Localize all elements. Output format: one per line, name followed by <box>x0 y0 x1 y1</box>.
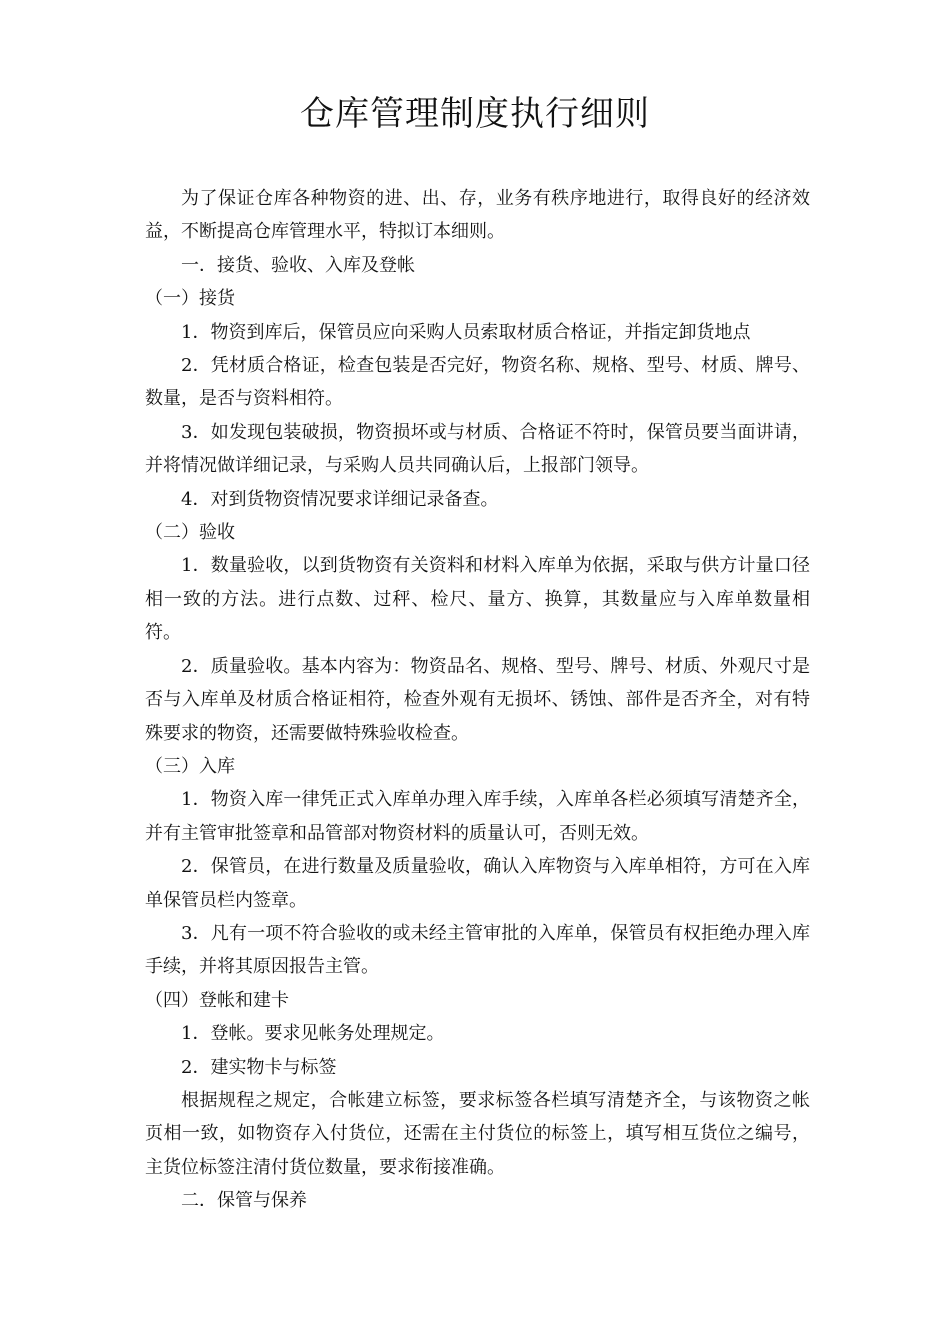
subsection-heading: （三）入库 <box>145 755 235 777</box>
paragraph: 4．对到货物资情况要求详细记录备查。 <box>181 488 499 510</box>
paragraph: 1．物资到库后，保管员应向采购人员索取材质合格证，并指定卸货地点 <box>181 321 751 343</box>
paragraph: 3．如发现包装破损，物资损坏或与材质、合格证不符时，保管员要当面讲请，并将情况做详细记录，与采购人员共同确认后，上报部门领导。 <box>145 421 810 477</box>
paragraph: 1．登帐。要求见帐务处理规定。 <box>181 1023 445 1045</box>
subsection-heading: （一）接货 <box>145 288 235 310</box>
paragraph: 根据规程之规定，合帐建立标签，要求标签各栏填写清楚齐全，与该物资之帐页相一致，如物资存入付货位，还需在主付货位的标签上，填写相互货位之编号，主货位标签注清付货位数量，要求衔接准确。 <box>145 1089 810 1178</box>
section-heading: 一．接货、验收、入库及登帐 <box>181 254 415 276</box>
paragraph: 1．物资入库一律凭正式入库单办理入库手续，入库单各栏必须填写清楚齐全，并有主管审批签章和品管部对物资材料的质量认可，否则无效。 <box>145 789 810 844</box>
document-body <box>145 182 810 1218</box>
paragraph: 1．数量验收，以到货物资有关资料和材料入库单为依据，采取与供方计量口径相一致的方法。进行点数、过秤、检尺、量方、换算，其数量应与入库单数量相符。 <box>145 555 810 644</box>
paragraph: 2．保管员，在进行数量及质量验收，确认入库物资与入库单相符，方可在入库单保管员栏内签章。 <box>145 856 810 911</box>
section-heading: 二．保管与保养 <box>181 1190 307 1212</box>
paragraph: 为了保证仓库各种物资的进、出、存，业务有秩序地进行，取得良好的经济效益，不断提高仓库管理水平，特拟订本细则。 <box>145 188 810 243</box>
subsection-heading: （二）验收 <box>145 522 235 544</box>
paragraph: 2．质量验收。基本内容为：物资品名、规格、型号、牌号、材质、外观尺寸是否与入库单及材质合格证相符，检查外观有无损坏、锈蚀、部件是否齐全，对有特殊要求的物资，还需要做特殊验收检查。 <box>145 655 810 744</box>
paragraph: 2．建实物卡与标签 <box>181 1056 337 1078</box>
subsection-heading: （四）登帐和建卡 <box>145 989 289 1011</box>
document-title: 仓库管理制度执行细则 <box>300 94 650 134</box>
paragraph: 2．凭材质合格证，检查包装是否完好，物资名称、规格、型号、材质、牌号、数量，是否与资料相符。 <box>145 355 810 410</box>
paragraph: 3．凡有一项不符合验收的或未经主管审批的入库单，保管员有权拒绝办理入库手续，并将其原因报告主管。 <box>145 922 810 978</box>
